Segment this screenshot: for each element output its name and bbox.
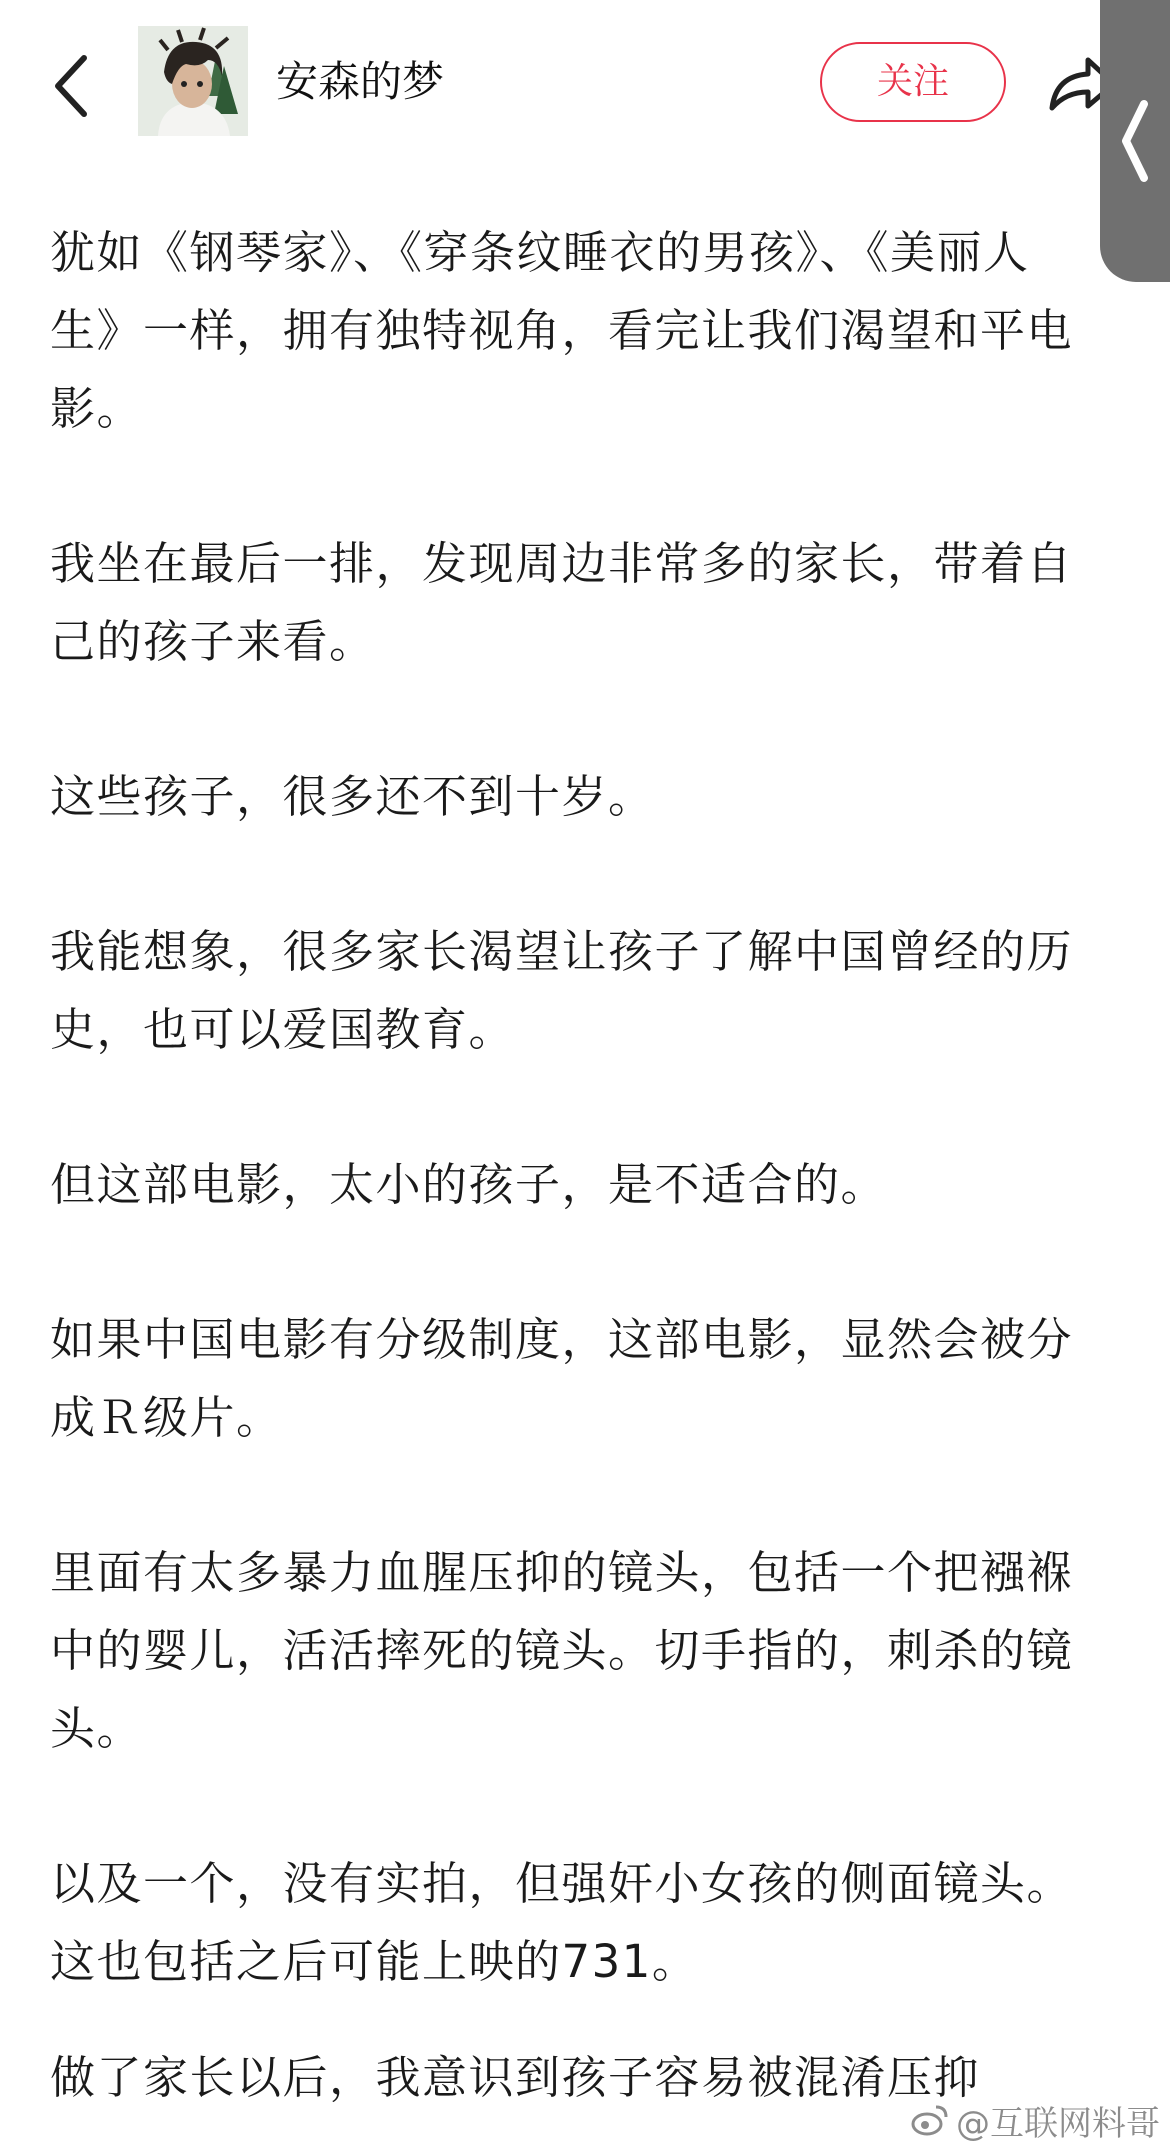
article-paragraph: 这些孩子，很多还不到十岁。	[50, 770, 655, 823]
clipped-line-text: 做了家长以后，我意识到孩子容易被混淆压抑	[50, 2051, 981, 2104]
article-paragraph: 我能想象，很多家长渴望让孩子了解中国曾经的历史，也可以爱国教育。	[50, 925, 1074, 1056]
article-paragraph: 以及一个，没有实拍，但强奸小女孩的侧面镜头。这也包括之后可能上映的731。	[50, 1857, 1074, 1988]
side-panel-handle[interactable]	[1100, 0, 1170, 282]
article-paragraph: 我坐在最后一排，发现周边非常多的家长，带着自己的孩子来看。	[50, 537, 1074, 668]
chevron-left-icon	[48, 48, 100, 124]
follow-button[interactable]: 关注	[820, 42, 1006, 122]
avatar-illustration	[138, 26, 248, 136]
article-paragraph-clipped	[50, 2051, 981, 2117]
author-name[interactable]: 安森的梦	[276, 57, 445, 106]
avatar[interactable]	[138, 26, 248, 136]
article-paragraph: 犹如《钢琴家》、《穿条纹睡衣的男孩》、《美丽人生》一样，拥有独特视角，看完让我们渴望和平电影。	[50, 226, 1074, 435]
weibo-logo-icon	[910, 2103, 950, 2137]
article-paragraph: 但这部电影，太小的孩子，是不适合的。	[50, 1158, 888, 1211]
article-paragraph: 里面有太多暴力血腥压抑的镜头，包括一个把襁褓中的婴儿，活活摔死的镜头。切手指的，刺杀的镜头。	[50, 1546, 1074, 1755]
watermark	[910, 2098, 1160, 2142]
article-body	[50, 214, 1100, 2104]
watermark-text: @互联网料哥	[956, 2103, 1160, 2144]
article-paragraph: 如果中国电影有分级制度，这部电影，显然会被分成Ｒ级片。	[50, 1313, 1074, 1444]
back-button[interactable]	[48, 48, 100, 124]
top-bar	[0, 0, 1170, 170]
chevron-left-icon	[1118, 96, 1152, 186]
